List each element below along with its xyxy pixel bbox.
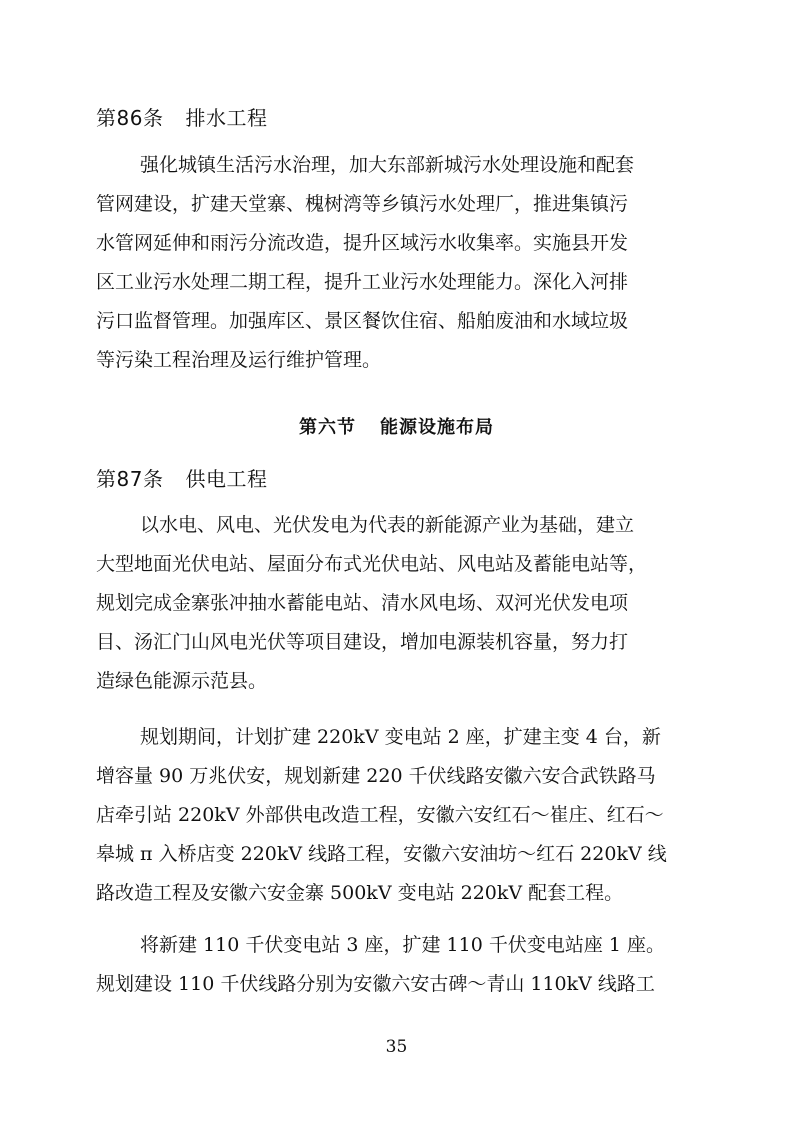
text-line: 皋城 π 入桥店变 220kV 线路工程，安徽六安油坊～红石 220kV 线 — [96, 843, 667, 865]
article-87-number: 第87条 — [96, 467, 164, 491]
article-86-number: 第86条 — [96, 106, 164, 130]
article-87-heading — [96, 467, 267, 491]
article-87-paragraph-1 — [96, 506, 696, 701]
article-86-title: 排水工程 — [185, 106, 268, 130]
text-line: 增容量 90 万兆伏安，规划新建 220 千伏线路安徽六安合武铁路马 — [96, 765, 656, 787]
text-line: 店牵引站 220kV 外部供电改造工程，安徽六安红石～崔庄、红石～ — [96, 804, 664, 826]
text-line: 大型地面光伏电站、屋面分布式光伏电站、风电站及蓄能电站等， — [96, 553, 648, 575]
article-86-paragraph — [96, 146, 696, 380]
article-87-title: 供电工程 — [185, 467, 268, 491]
section-6-number: 第六节 — [299, 417, 356, 438]
article-87-paragraph-3 — [96, 926, 696, 1004]
text-line: 将新建 110 千伏变电站 3 座，扩建 110 千伏变电站座 1 座。 — [140, 934, 666, 956]
text-line: 等污染工程治理及运行维护管理。 — [96, 349, 382, 371]
text-line: 区工业污水处理二期工程，提升工业污水处理能力。深化入河排 — [96, 271, 629, 293]
article-87-paragraph-2 — [96, 718, 696, 913]
text-line: 造绿色能源示范县。 — [96, 670, 268, 692]
text-line: 以水电、风电、光伏发电为代表的新能源产业为基础，建立 — [140, 514, 635, 536]
page-number: 35 — [385, 1037, 408, 1057]
article-86-heading — [96, 106, 267, 130]
text-line: 路改造工程及安徽六安金寨 500kV 变电站 220kV 配套工程。 — [96, 882, 624, 904]
text-line: 强化城镇生活污水治理，加大东部新城污水处理设施和配套 — [140, 154, 635, 176]
text-line: 规划期间，计划扩建 220kV 变电站 2 座，扩建主变 4 台，新 — [140, 726, 661, 748]
text-line: 水管网延伸和雨污分流改造，提升区域污水收集率。实施县开发 — [96, 232, 629, 254]
text-line: 管网建设，扩建天堂寨、槐树湾等乡镇污水处理厂，推进集镇污 — [96, 193, 629, 215]
section-6-heading — [0, 416, 793, 440]
section-6-title: 能源设施布局 — [380, 417, 494, 438]
text-line: 污口监督管理。加强库区、景区餐饮住宿、船舶废油和水域垃圾 — [96, 310, 629, 332]
text-line: 目、汤汇门山风电光伏等项目建设，增加电源装机容量，努力打 — [96, 631, 629, 653]
text-line: 规划建设 110 千伏线路分别为安徽六安古碑～青山 110kV 线路工 — [96, 973, 655, 995]
text-line: 规划完成金寨张冲抽水蓄能电站、清水风电场、双河光伏发电项 — [96, 592, 629, 614]
